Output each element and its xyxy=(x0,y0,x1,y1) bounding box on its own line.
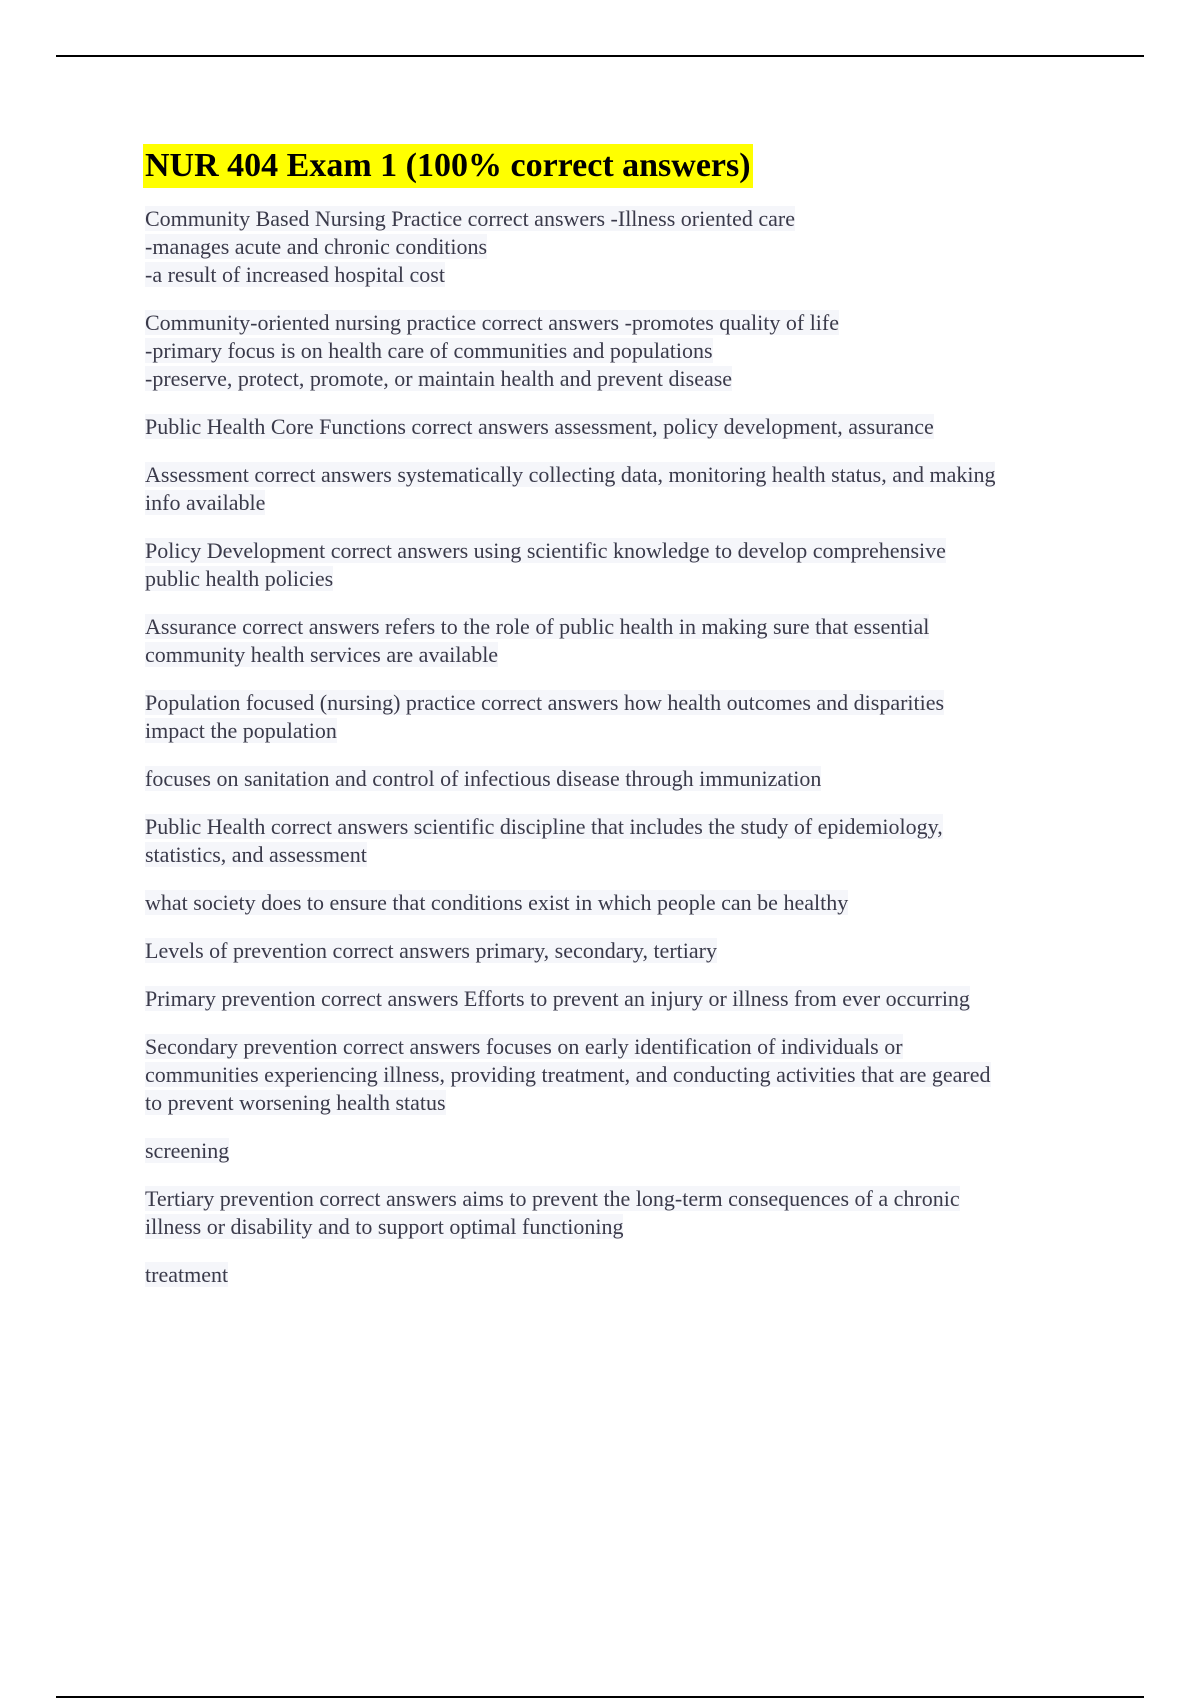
entry-line xyxy=(145,1089,1090,1117)
entry-line-text: public health policies xyxy=(145,566,334,591)
top-rule xyxy=(56,55,1144,57)
qa-entry xyxy=(145,461,1090,517)
entry-line-text: impact the population xyxy=(145,718,337,743)
entry-line xyxy=(145,717,1090,745)
qa-entry xyxy=(145,765,1090,793)
bottom-rule xyxy=(56,1696,1144,1698)
entry-line xyxy=(145,937,1090,965)
entry-line-text: -preserve, protect, promote, or maintain health and prevent disease xyxy=(145,366,733,391)
entry-line-text: Community-oriented nursing practice correct answers -promotes quality of life xyxy=(145,310,840,335)
qa-entry xyxy=(145,613,1090,669)
entry-line xyxy=(145,1033,1090,1061)
entry-line xyxy=(145,689,1090,717)
entry-line xyxy=(145,233,1090,261)
entry-line-text: community health services are available xyxy=(145,642,499,667)
entry-line xyxy=(145,889,1090,917)
entry-line xyxy=(145,1137,1090,1165)
entries-list xyxy=(145,205,1090,1289)
entry-line xyxy=(145,461,1090,489)
entry-line-text: Assurance correct answers refers to the role of public health in making sure that essential xyxy=(145,614,930,639)
entry-line xyxy=(145,613,1090,641)
qa-entry xyxy=(145,1137,1090,1165)
qa-entry xyxy=(145,889,1090,917)
entry-line xyxy=(145,1061,1090,1089)
entry-line-text: Policy Development correct answers using scientific knowledge to develop comprehensive xyxy=(145,538,946,563)
document-title: NUR 404 Exam 1 (100% correct answers) xyxy=(143,144,753,188)
entry-line-text: -manages acute and chronic conditions xyxy=(145,234,488,259)
entry-line-text: to prevent worsening health status xyxy=(145,1090,446,1115)
entry-line-text: focuses on sanitation and control of infectious disease through immunization xyxy=(145,766,822,791)
entry-line-text: Public Health correct answers scientific discipline that includes the study of epidemiology, xyxy=(145,814,943,839)
qa-entry xyxy=(145,413,1090,441)
entry-line xyxy=(145,565,1090,593)
qa-entry xyxy=(145,1033,1090,1117)
qa-entry xyxy=(145,937,1090,965)
qa-entry xyxy=(145,985,1090,1013)
qa-entry xyxy=(145,1261,1090,1289)
entry-line xyxy=(145,813,1090,841)
entry-line-text: Levels of prevention correct answers primary, secondary, tertiary xyxy=(145,938,717,963)
entry-line xyxy=(145,261,1090,289)
entry-line xyxy=(145,205,1090,233)
entry-line-text: Population focused (nursing) practice correct answers how health outcomes and disparities xyxy=(145,690,945,715)
entry-line-text: Secondary prevention correct answers focuses on early identification of individuals or xyxy=(145,1034,903,1059)
qa-entry xyxy=(145,309,1090,393)
entry-line-text: info available xyxy=(145,490,266,515)
entry-line-text: Community Based Nursing Practice correct answers -Illness oriented care xyxy=(145,206,796,231)
entry-line-text: -a result of increased hospital cost xyxy=(145,262,445,287)
entry-line xyxy=(145,1261,1090,1289)
entry-line xyxy=(145,537,1090,565)
entry-line xyxy=(145,309,1090,337)
entry-line-text: Assessment correct answers systematically collecting data, monitoring health status, and making xyxy=(145,462,996,487)
entry-line-text: screening xyxy=(145,1138,230,1163)
entry-line xyxy=(145,1185,1090,1213)
entry-line xyxy=(145,413,1090,441)
entry-line-text: Primary prevention correct answers Efforts to prevent an injury or illness from ever occurring xyxy=(145,986,970,1011)
entry-line-text: communities experiencing illness, providing treatment, and conducting activities that are geared xyxy=(145,1062,991,1087)
entry-line xyxy=(145,1213,1090,1241)
qa-entry xyxy=(145,813,1090,869)
entry-line-text: statistics, and assessment xyxy=(145,842,367,867)
entry-line xyxy=(145,337,1090,365)
entry-line xyxy=(145,765,1090,793)
document-body xyxy=(145,144,1090,1309)
qa-entry xyxy=(145,689,1090,745)
entry-line xyxy=(145,641,1090,669)
entry-line-text: what society does to ensure that conditions exist in which people can be healthy xyxy=(145,890,849,915)
qa-entry xyxy=(145,1185,1090,1241)
entry-line-text: -primary focus is on health care of communities and populations xyxy=(145,338,713,363)
entry-line-text: treatment xyxy=(145,1262,229,1287)
entry-line xyxy=(145,365,1090,393)
entry-line-text: illness or disability and to support optimal functioning xyxy=(145,1214,624,1239)
entry-line xyxy=(145,489,1090,517)
qa-entry xyxy=(145,537,1090,593)
entry-line xyxy=(145,841,1090,869)
entry-line-text: Tertiary prevention correct answers aims to prevent the long-term consequences of a chronic xyxy=(145,1186,960,1211)
qa-entry xyxy=(145,205,1090,289)
entry-line xyxy=(145,985,1090,1013)
entry-line-text: Public Health Core Functions correct answers assessment, policy development, assurance xyxy=(145,414,934,439)
